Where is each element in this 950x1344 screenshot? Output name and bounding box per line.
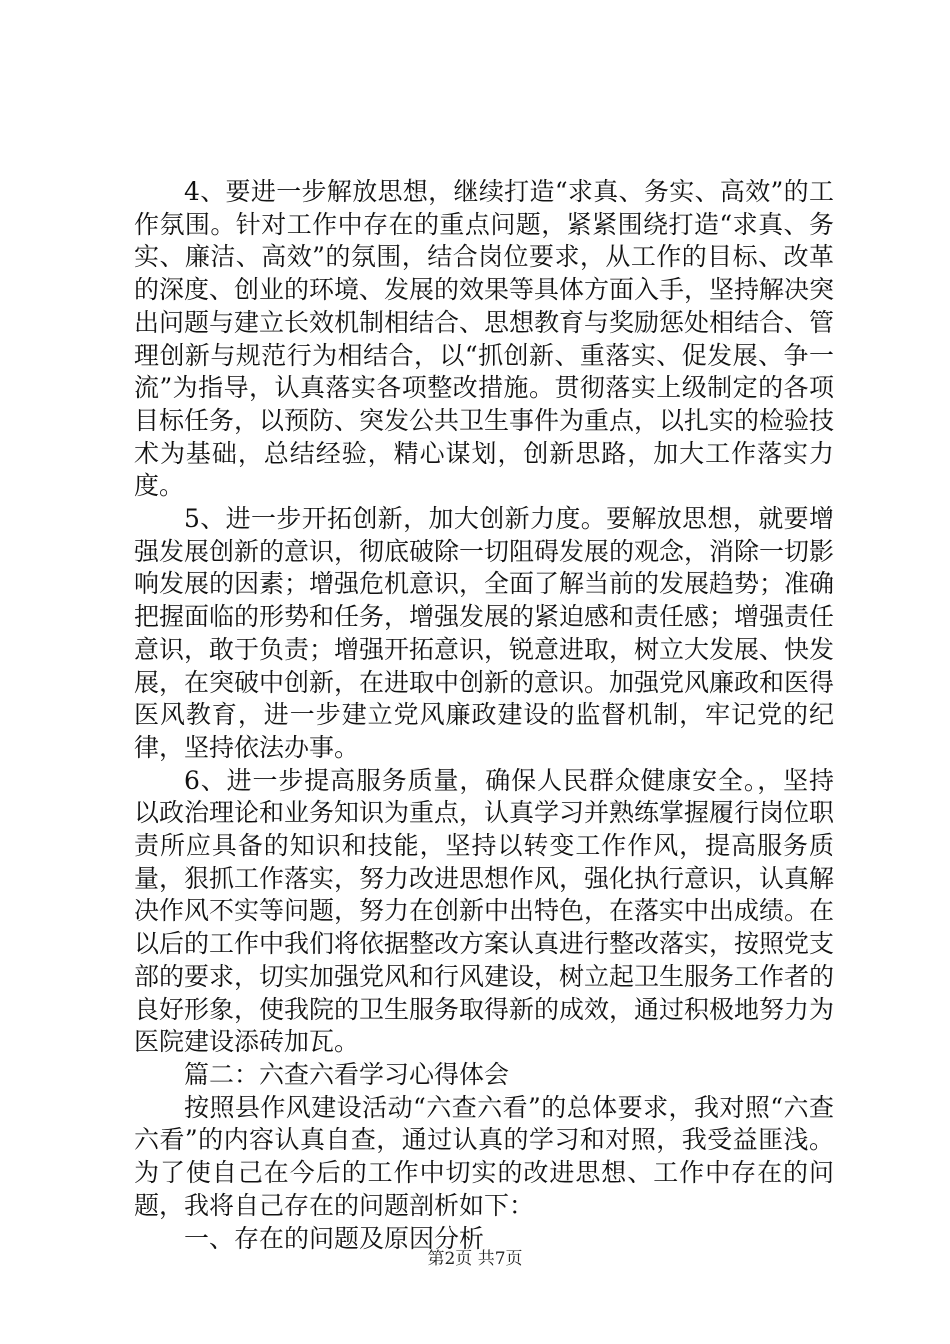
paragraph-item-4: 4、要进一步解放思想，继续打造“求真、务实、高效”的工作氛围。针对工作中存在的重点问题，紧紧围绕打造“求真、务实、廉洁、高效”的氛围，结合岗位要求，从工作的目标、改革的深度、创业的环境、发展的效果等具体方面入手，坚持解决突出问题与建立长效机制相结合、思想教育与奖励惩处相结合、管理创新与规范行为相结合，以“抓创新、重落实、促发展、争一流”为指导，认真落实各项整改措施。贯彻落实上级制定的各项目标任务，以预防、突发公共卫生事件为重点，以扎实的检验技术为基础，总结经验，精心谋划，创新思路，加大工作落实力度。 (134, 177, 835, 501)
paragraph-item-5: 5、进一步开拓创新，加大创新力度。要解放思想，就要增强发展创新的意识，彻底破除一切阻碍发展的观念，消除一切影响发展的因素；增强危机意识，全面了解当前的发展趋势；准确把握面临的形势和任务，增强发展的紧迫感和责任感；增强责任意识，敢于负责；增强开拓意识，锐意进取，树立大发展、快发展，在突破中创新，在进取中创新的意识。加强党风廉政和医得医风教育，进一步建立党风廉政建设的监督机制，牢记党的纪律，坚持依法办事。 (134, 504, 835, 762)
section-heading-problems: 一、存在的问题及原因分析 (184, 1223, 485, 1253)
document-body (134, 176, 834, 1255)
section-heading-part-two: 篇二：六查六看学习心得体会 (184, 1059, 510, 1089)
page-number: 第2页 共7页 (427, 1249, 523, 1269)
paragraph-item-6: 6、进一步提高服务质量，确保人民群众健康安全。，坚持以政治理论和业务知识为重点，认真学习并熟练掌握履行岗位职责所应具备的知识和技能，坚持以转变工作作风，提高服务质量，狠抓工作落实，努力改进思想作风，强化执行意识，认真解决作风不实等问题，努力在创新中出特色，在落实中出成绩。在以后的工作中我们将依据整改方案认真进行整改落实，按照党支部的要求，切实加强党风和行风建设，树立起卫生服务工作者的良好形象，使我院的卫生服务取得新的成效，通过积极地努力为医院建设添砖加瓦。 (134, 765, 835, 1057)
paragraph-intro: 按照县作风建设活动“六查六看”的总体要求，我对照“六查六看”的内容认真自查，通过认真的学习和对照，我受益匪浅。为了使自己在今后的工作中切实的改进思想、工作中存在的问题，我将自己存在的问题剖析如下： (134, 1092, 834, 1220)
page-footer (0, 1244, 950, 1269)
